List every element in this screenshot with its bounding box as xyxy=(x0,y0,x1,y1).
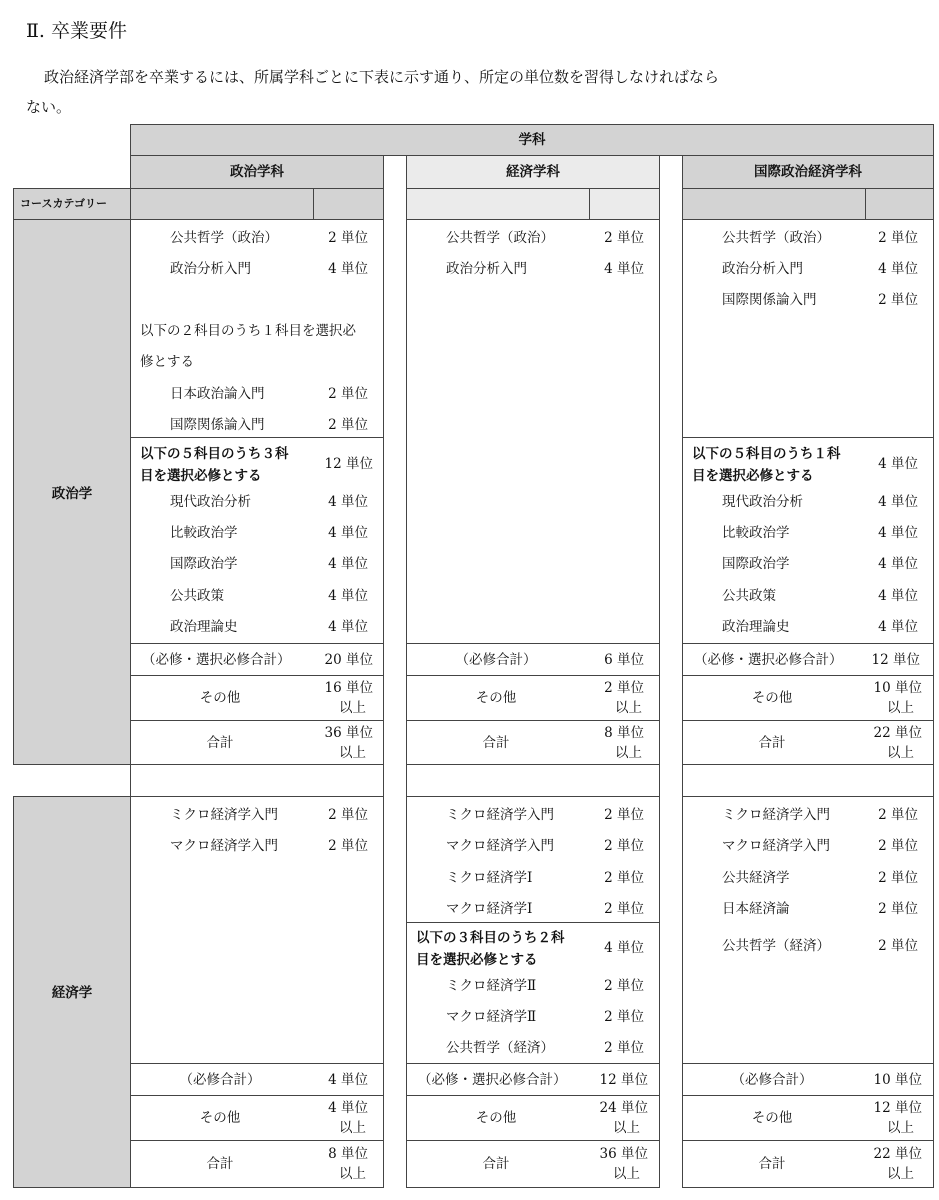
list-item: 公共政策 xyxy=(170,588,224,604)
credits: 2 単位 xyxy=(604,870,644,886)
list-item: 国際関係論入門 xyxy=(722,292,817,308)
credits: 4 単位 xyxy=(328,261,368,277)
pol-e-other-2: 以上 xyxy=(339,1120,366,1136)
eco-group-credits: 4 単位 xyxy=(604,940,644,956)
eco-p-total-label: 合計 xyxy=(482,735,510,751)
list-item: 政治理論史 xyxy=(170,619,238,635)
list-item: 公共哲学（政治） xyxy=(170,230,278,246)
list-item: ミクロ経済学入門 xyxy=(722,807,830,823)
intl-p-other-1: 10 単位 xyxy=(873,680,922,696)
credits: 4 単位 xyxy=(604,261,644,277)
list-item: 日本政治論入門 xyxy=(170,386,265,402)
eco-p-total-2: 以上 xyxy=(615,745,642,761)
credits: 2 単位 xyxy=(878,938,918,954)
list-item: 国際政治学 xyxy=(170,556,238,572)
eco-p-other-1: 2 単位 xyxy=(604,680,644,696)
credits: 2 単位 xyxy=(878,807,918,823)
intl-e-other-1: 12 単位 xyxy=(873,1100,922,1116)
eco-e-total-label: 合計 xyxy=(482,1156,510,1172)
list-item: 日本経済論 xyxy=(722,901,790,917)
pol-p-other-1: 16 単位 xyxy=(324,680,373,696)
intl-p-total-label: 合計 xyxy=(758,735,786,751)
pol-e-total-2: 以上 xyxy=(339,1166,366,1182)
credits: 4 単位 xyxy=(328,588,368,604)
eco-group-note-2: 目を選択必修とする xyxy=(416,952,538,968)
credits: 4 単位 xyxy=(878,261,918,277)
credits: 2 単位 xyxy=(878,838,918,854)
eco-p-subtotal-label: （必修合計） xyxy=(455,652,537,668)
credits: 4 単位 xyxy=(328,619,368,635)
pol-p-subtotal-label: （必修・選択必修合計） xyxy=(142,652,291,668)
intro-line-1: 政治経済学部を卒業するには、所属学科ごとに下表に示す通り、所定の単位数を習得しなければなら xyxy=(44,68,720,86)
header-dept-label: 学科 xyxy=(518,132,546,148)
eco-e-other-1: 24 単位 xyxy=(599,1100,648,1116)
list-item: マクロ経済学入門 xyxy=(722,838,830,854)
list-item: 政治分析入門 xyxy=(170,261,251,277)
credits: 4 単位 xyxy=(878,494,918,510)
list-item: 公共哲学（経済） xyxy=(446,1040,554,1056)
course-category-label: コースカテゴリー xyxy=(20,197,108,210)
list-item: ミクロ経済学Ⅱ xyxy=(446,978,537,994)
intl-e-total-2: 以上 xyxy=(887,1166,914,1182)
credits: 4 単位 xyxy=(878,588,918,604)
category-economics-label: 経済学 xyxy=(51,985,93,1001)
credits: 2 単位 xyxy=(328,230,368,246)
intl-group-note-2: 目を選択必修とする xyxy=(692,468,814,484)
list-item: 公共経済学 xyxy=(722,870,790,886)
pol-e-subtotal-label: （必修合計） xyxy=(179,1072,261,1088)
list-item: 現代政治分析 xyxy=(722,494,803,510)
credits: 2 単位 xyxy=(604,230,644,246)
eco-e-total-2: 以上 xyxy=(613,1166,640,1182)
intl-e-subtotal-label: （必修合計） xyxy=(731,1072,813,1088)
intl-e-other-2: 以上 xyxy=(887,1120,914,1136)
credits: 2 単位 xyxy=(604,1009,644,1025)
credits: 2 単位 xyxy=(328,838,368,854)
eco-e-subtotal-label: （必修・選択必修合計） xyxy=(418,1072,567,1088)
intl-group-note-1: 以下の５科目のうち１科 xyxy=(692,446,841,462)
list-item: 現代政治分析 xyxy=(170,494,251,510)
intl-group-credits: 4 単位 xyxy=(878,456,918,472)
pol-e-subtotal: 4 単位 xyxy=(328,1072,368,1088)
list-item: マクロ経済学入門 xyxy=(446,838,554,854)
list-item: 国際政治学 xyxy=(722,556,790,572)
list-item: ミクロ経済学入門 xyxy=(170,807,278,823)
pol-group-note-2: 目を選択必修とする xyxy=(140,468,262,484)
pol-p-total-2: 以上 xyxy=(339,745,366,761)
pol-choose-note-1: 以下の２科目のうち１科目を選択必 xyxy=(140,323,356,339)
pol-choose-note-2: 修とする xyxy=(140,354,194,370)
credits: 2 単位 xyxy=(604,1040,644,1056)
credits: 4 単位 xyxy=(328,525,368,541)
list-item: マクロ経済学Ⅱ xyxy=(446,1009,537,1025)
credits: 4 単位 xyxy=(878,619,918,635)
pol-p-subtotal: 20 単位 xyxy=(324,652,373,668)
intl-e-other-label: その他 xyxy=(751,1110,793,1126)
eco-e-other-2: 以上 xyxy=(613,1120,640,1136)
pol-p-other-label: その他 xyxy=(199,690,241,706)
pol-group-note-1: 以下の５科目のうち３科 xyxy=(140,446,289,462)
eco-p-other-label: その他 xyxy=(475,690,517,706)
credits: 2 単位 xyxy=(328,386,368,402)
pol-p-total-1: 36 単位 xyxy=(324,725,373,741)
intl-spacer xyxy=(682,764,934,797)
credits: 2 単位 xyxy=(878,230,918,246)
eco-p-other-2: 以上 xyxy=(615,700,642,716)
pol-group-credits: 12 単位 xyxy=(324,456,373,472)
eco-e-total-1: 36 単位 xyxy=(599,1146,648,1162)
intl-p-subtotal-label: （必修・選択必修合計） xyxy=(694,652,843,668)
intl-e-total-label: 合計 xyxy=(758,1156,786,1172)
credits: 4 単位 xyxy=(328,494,368,510)
list-item: 政治分析入門 xyxy=(722,261,803,277)
pol-spacer xyxy=(130,764,384,797)
intl-p-other-2: 以上 xyxy=(887,700,914,716)
eco-group-note-1: 以下の３科目のうち２科 xyxy=(416,930,565,946)
credits: 2 単位 xyxy=(604,901,644,917)
intl-e-subtotal: 10 単位 xyxy=(873,1072,922,1088)
list-item: 政治理論史 xyxy=(722,619,790,635)
intl-p-total-2: 以上 xyxy=(887,745,914,761)
credits: 2 単位 xyxy=(878,870,918,886)
list-item: 政治分析入門 xyxy=(446,261,527,277)
pol-e-other-1: 4 単位 xyxy=(328,1100,368,1116)
pol-p-other-2: 以上 xyxy=(339,700,366,716)
credits: 2 単位 xyxy=(328,807,368,823)
pol-p-total-label: 合計 xyxy=(206,735,234,751)
pol-e-other-label: その他 xyxy=(199,1110,241,1126)
credits: 4 単位 xyxy=(328,556,368,572)
list-item: ミクロ経済学Ⅰ xyxy=(446,870,533,886)
credits: 2 単位 xyxy=(604,978,644,994)
credits: 2 単位 xyxy=(878,901,918,917)
list-item: 公共哲学（政治） xyxy=(446,230,554,246)
list-item: 国際関係論入門 xyxy=(170,417,265,433)
intl-e-total-1: 22 単位 xyxy=(873,1146,922,1162)
list-item: 公共哲学（政治） xyxy=(722,230,830,246)
category-politics-label: 政治学 xyxy=(51,486,93,502)
intl-p-total-1: 22 単位 xyxy=(873,725,922,741)
dept-political-label: 政治学科 xyxy=(230,164,284,180)
eco-p-subtotal: 6 単位 xyxy=(604,652,644,668)
list-item: ミクロ経済学入門 xyxy=(446,807,554,823)
list-item: 公共政策 xyxy=(722,588,776,604)
dept-international-label: 国際政治経済学科 xyxy=(754,164,862,180)
intl-p-other-label: その他 xyxy=(751,690,793,706)
list-item: マクロ経済学Ⅰ xyxy=(446,901,533,917)
pol-e-total-1: 8 単位 xyxy=(328,1146,368,1162)
eco-p-total-1: 8 単位 xyxy=(604,725,644,741)
eco-e-subtotal: 12 単位 xyxy=(599,1072,648,1088)
section-title: Ⅱ. 卒業要件 xyxy=(26,20,127,42)
list-item: 比較政治学 xyxy=(170,525,238,541)
credits: 4 単位 xyxy=(878,525,918,541)
pol-e-total-label: 合計 xyxy=(206,1156,234,1172)
credits: 2 単位 xyxy=(604,807,644,823)
intro-line-2: ない。 xyxy=(26,98,72,116)
credits: 2 単位 xyxy=(328,417,368,433)
dept-economics-label: 経済学科 xyxy=(506,164,560,180)
credits: 2 単位 xyxy=(604,838,644,854)
intl-p-subtotal: 12 単位 xyxy=(871,652,920,668)
credits: 4 単位 xyxy=(878,556,918,572)
credits: 2 単位 xyxy=(878,292,918,308)
eco-e-other-label: その他 xyxy=(475,1110,517,1126)
list-item: 比較政治学 xyxy=(722,525,790,541)
list-item: 公共哲学（経済） xyxy=(722,938,830,954)
eco-spacer xyxy=(406,764,660,797)
list-item: マクロ経済学入門 xyxy=(170,838,278,854)
